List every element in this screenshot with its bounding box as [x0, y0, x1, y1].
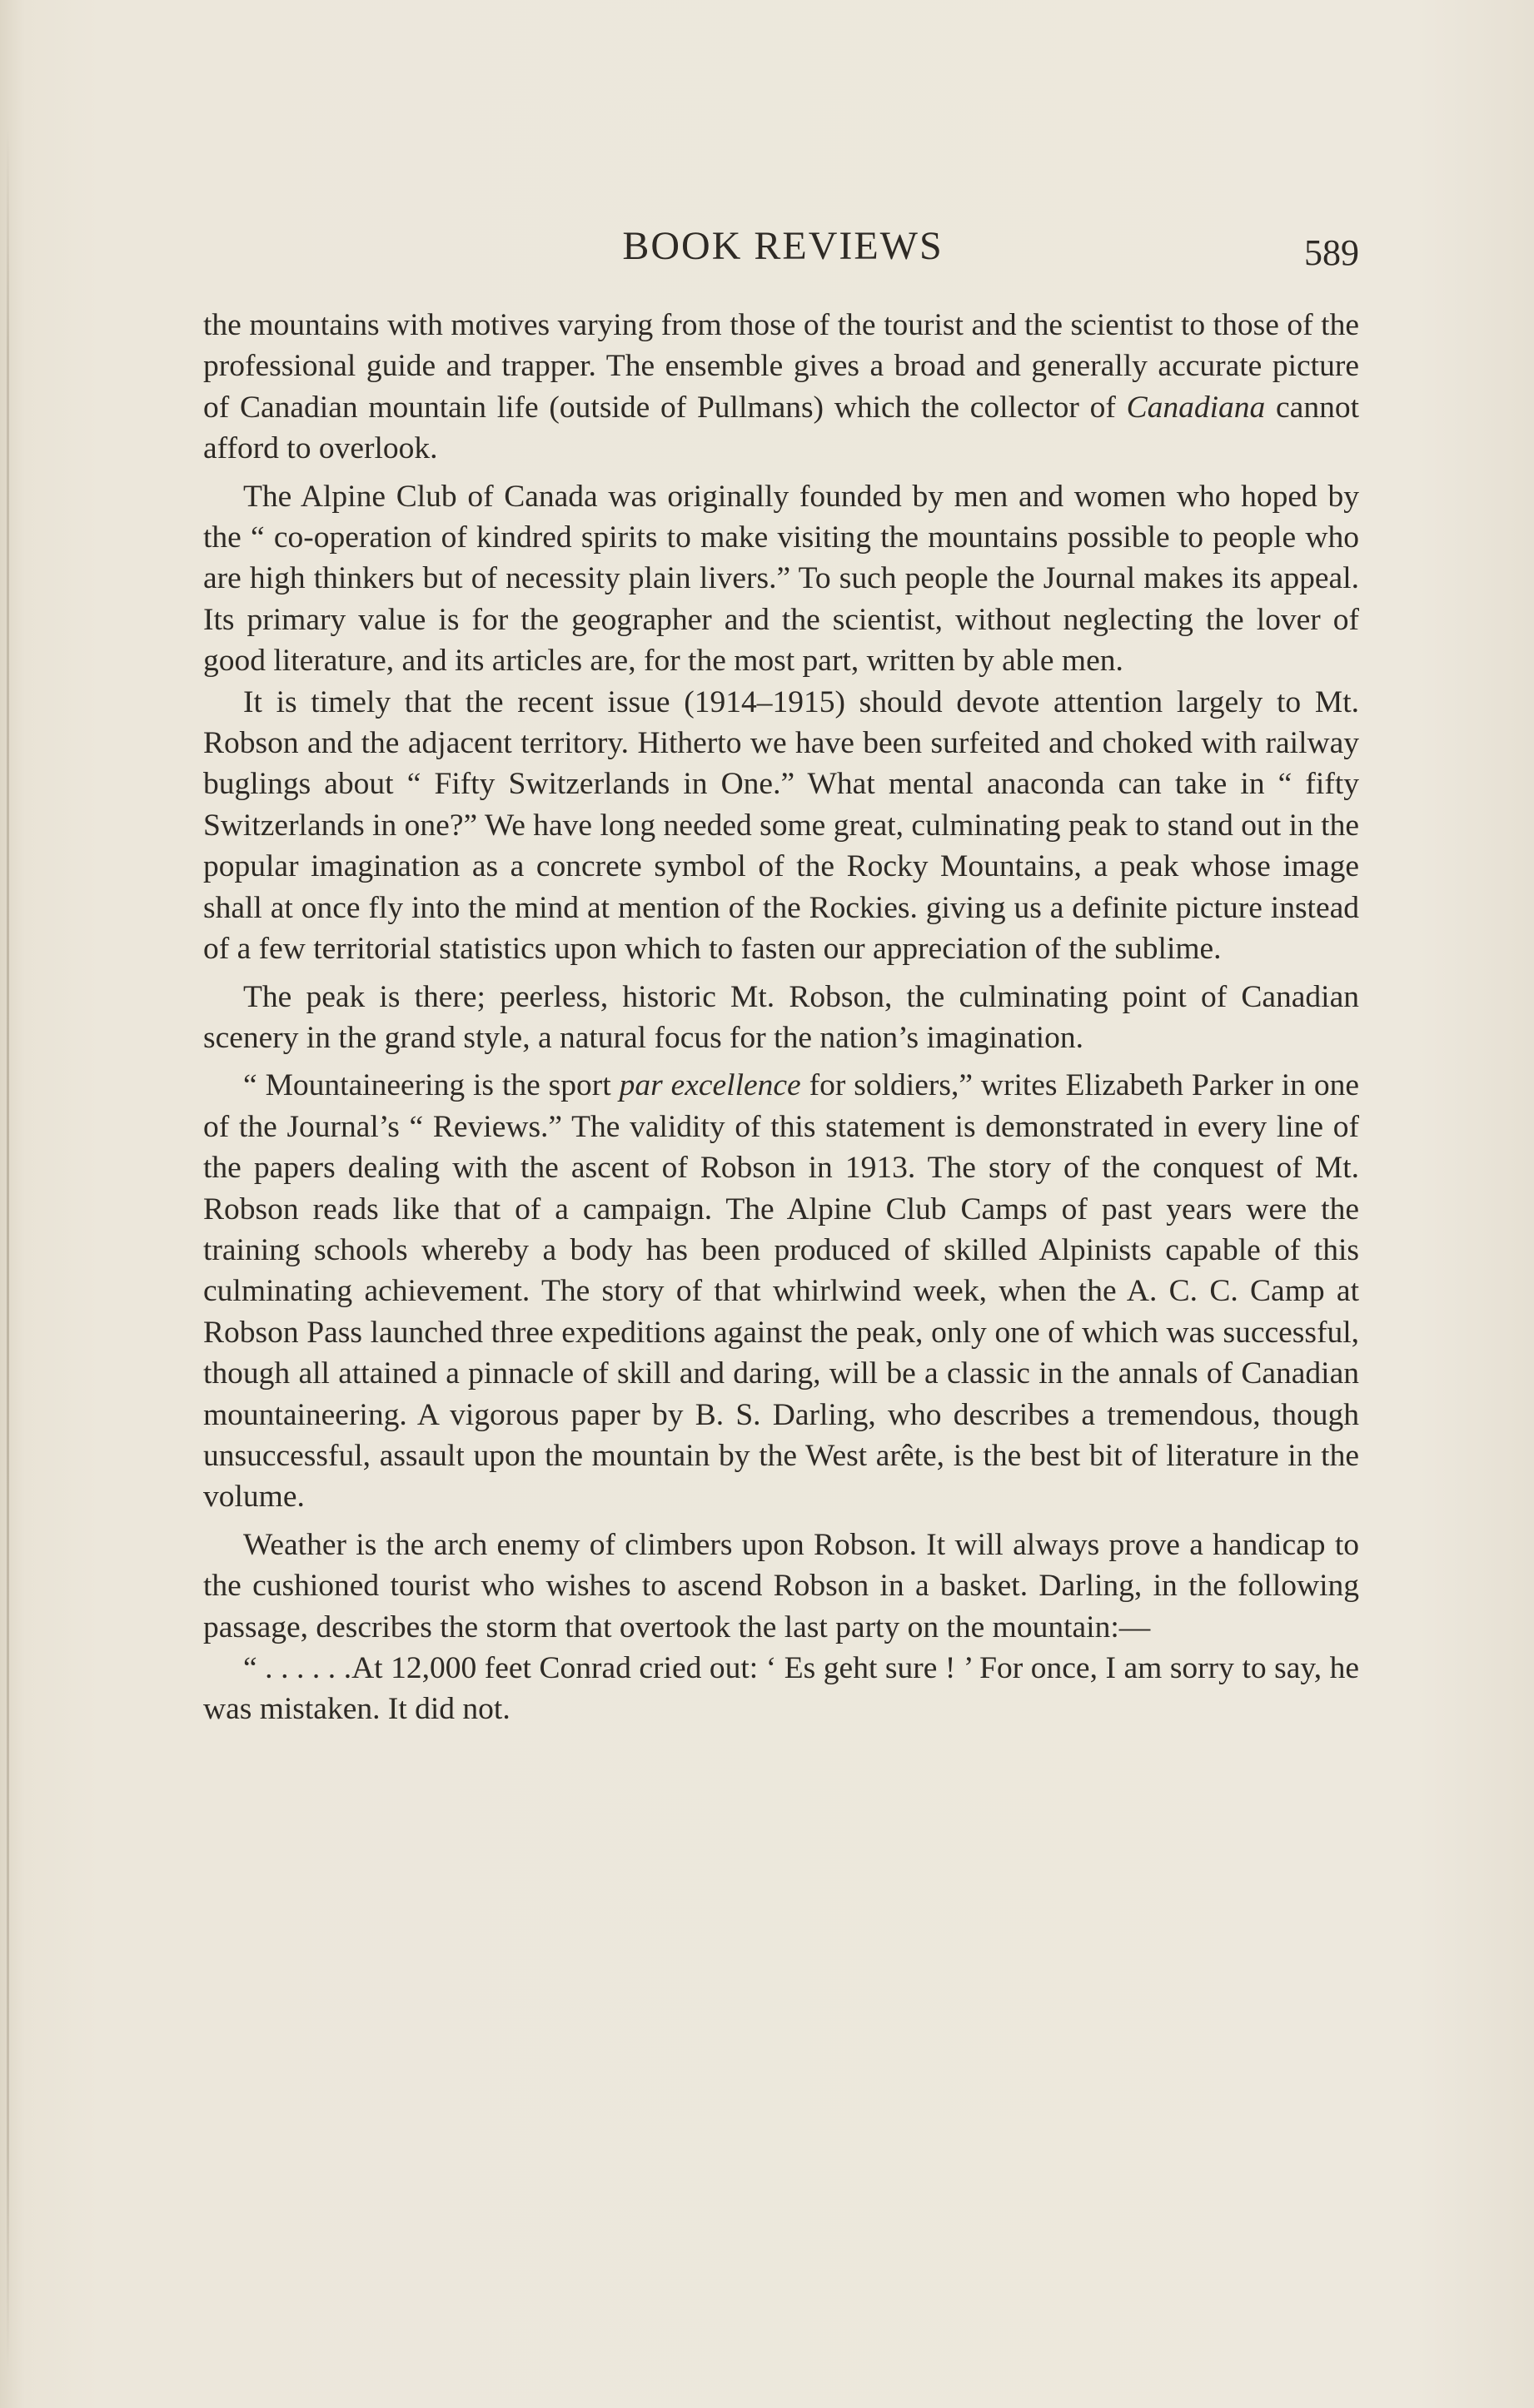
page-header: [207, 223, 1359, 281]
paragraph-3: It is timely that the recent issue (1914–1915) should devote attention largely to Mt. Robson and the adjacent territory. Hitherto we have been surfeited and choked with railway buglings about “ Fifty Switzerlands in One.” What mental anaconda can take in “ fifty Switzerlands in one?” We have long needed some great, culminating peak to stand out in the popular imagination as a concrete symbol of the Rocky Mountains, a peak whose image shall at once fly into the mind at mention of the Rockies. giving us a definite picture instead of a few territorial statistics upon which to fasten our appreciation of the sublime.: [203, 684, 1359, 967]
paragraph-1: the mountains with motives varying from those of the tourist and the scientist to those of the professional guide and trapper. The ensemble gives a broad and generally accurate picture of Canadian mountain life (outside of Pullmans) which the collector of Canadiana cannot afford to overlook.: [203, 308, 1359, 466]
page-number: 589: [1304, 232, 1359, 273]
running-title: BOOK REVIEWS: [622, 224, 944, 268]
body-text: [203, 305, 1359, 1730]
paragraph-5: “ Mountaineering is the sport par excellence for soldiers,” writes Elizabeth Parker in one of the Journal’s “ Reviews.” The validity of this statement is demonstrated in every line of the papers dealing with the ascent of Robson in 1913. The story of the conquest of Mt. Robson reads like that of a campaign. The Alpine Club Camps of past years were the training schools whereby a body has been produced of skilled Alpinists capable of this culminating achievement. The story of that whirlwind week, when the A. C. C. Camp at Robson Pass launched three expeditions against the peak, only one of which was successful, though all attained a pinnacle of skill and daring, will be a classic in the annals of Canadian mountaineering. A vigorous paper by B. S. Darling, who describes a tremendous, though unsuccessful, assault upon the mountain by the West arête, is the best bit of literature in the volume.: [203, 1068, 1359, 1515]
page-edge-shadow: [7, 125, 9, 2373]
paragraph-6: Weather is the arch enemy of climbers upon Robson. It will always prove a handicap to the cushioned tourist who wishes to ascend Robson in a basket. Darling, in the following passage, describes the storm that overtook the last party on the mountain:—: [203, 1527, 1359, 1644]
paragraph-7: “ . . . . . .At 12,000 feet Conrad cried out: ‘ Es geht sure ! ’ For once, I am sorry to say, he was mistaken. It did not.: [203, 1651, 1359, 1727]
paragraph-4: The peak is there; peerless, historic Mt. Robson, the culminating point of Canadian scenery in the grand style, a natural focus for the nation’s imagination.: [203, 979, 1359, 1055]
paragraph-2: The Alpine Club of Canada was originally founded by men and women who hoped by the “ co-operation of kindred spirits to make visiting the mountains possible to people who are high thinkers but of necessity plain livers.” To such people the Journal makes its appeal. Its primary value is for the geographer and the scientist, without neglecting the lover of good literature, and its articles are, for the most part, written by able men.: [203, 479, 1359, 679]
